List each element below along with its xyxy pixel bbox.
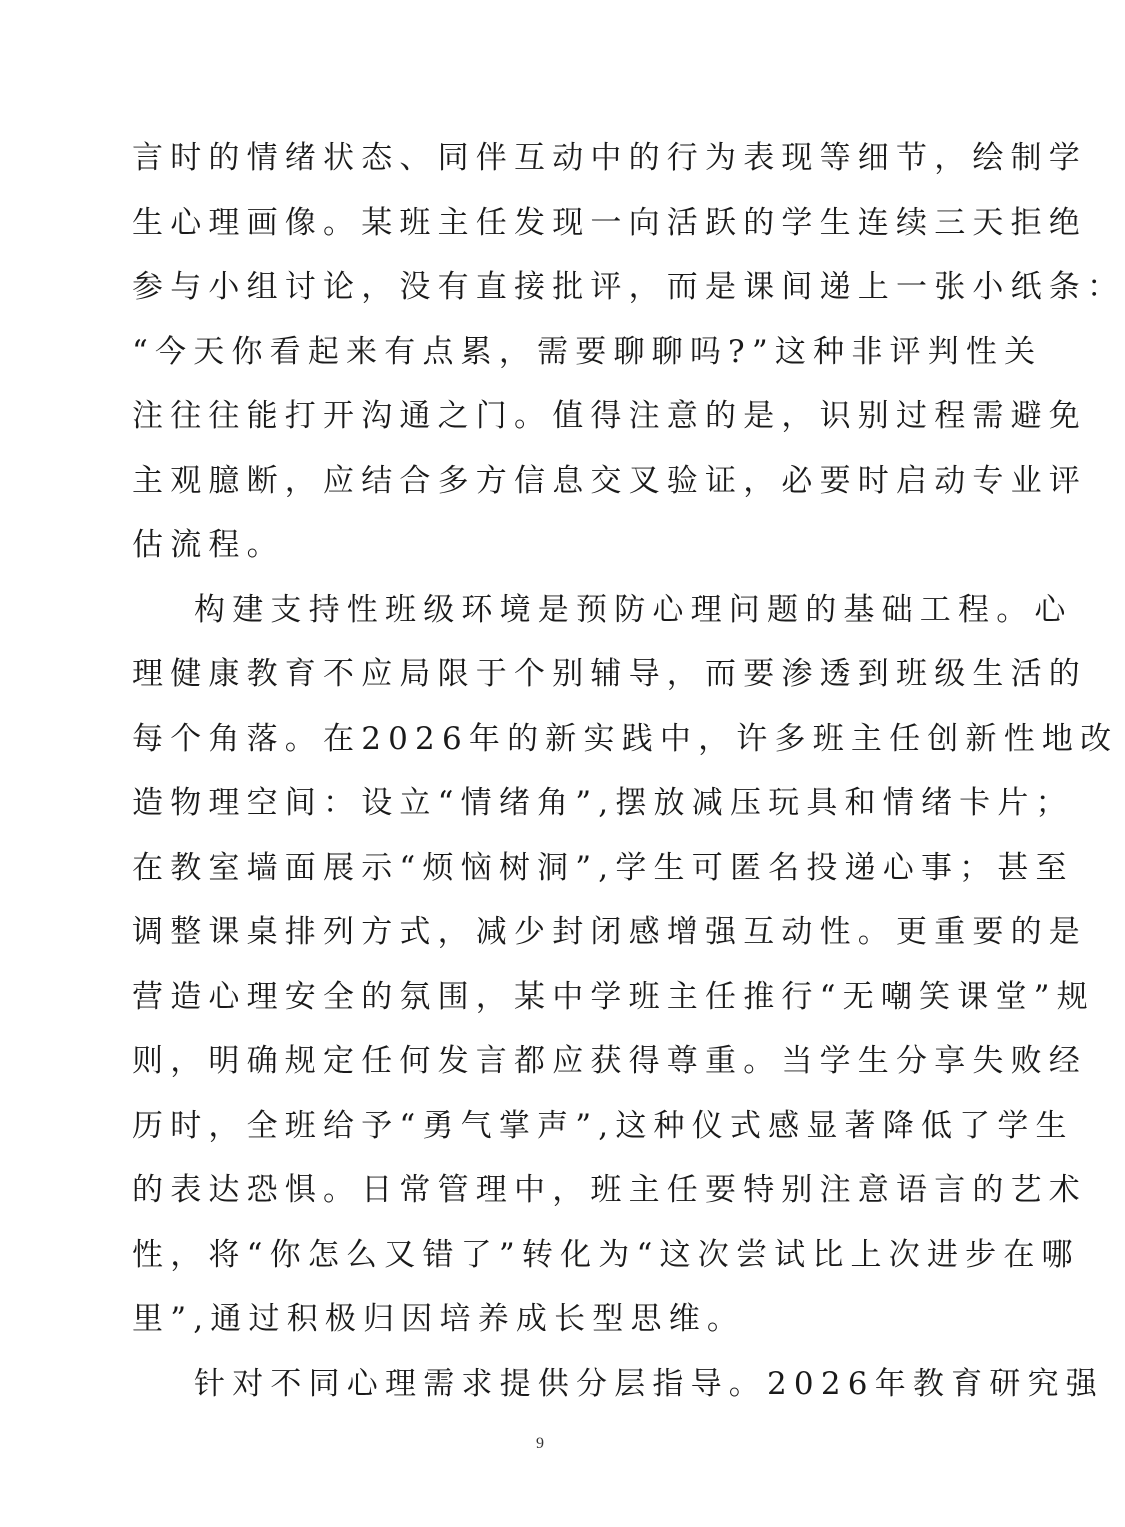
text-line: 生心理画像。某班主任发现一向活跃的学生连续三天拒绝 <box>132 204 1087 241</box>
text-line: 调整课桌排列方式，减少封闭感增强互动性。更重要的是 <box>132 914 1087 950</box>
text-line: 针对不同心理需求提供分层指导。2026年教育研究强 <box>194 1365 1104 1402</box>
paragraph <box>132 578 1119 1352</box>
text-line: 理健康教育不应局限于个别辅导，而要渗透到班级生活的 <box>132 656 1087 692</box>
text-line: 估流程。 <box>132 527 285 563</box>
text-line: 里”,通过积极归因培养成长型思维。 <box>132 1301 746 1337</box>
text-line: 在教室墙面展示“烦恼树洞”,学生可匿名投递心事；甚至 <box>132 849 1074 886</box>
text-line: 历时，全班给予“勇气掌声”,这种仪式感显著降低了学生 <box>132 1107 1074 1144</box>
text-line: 性，将“你怎么又错了”转化为“这次尝试比上次进步在哪 <box>132 1236 1080 1273</box>
paragraph <box>132 126 1125 578</box>
text-line: “今天你看起来有点累，需要聊聊吗?”这种非评判性关 <box>132 333 1043 370</box>
text-line: 言时的情绪状态、同伴互动中的行为表现等细节，绘制学 <box>132 140 1087 176</box>
text-line: 构建支持性班级环境是预防心理问题的基础工程。心 <box>194 591 1073 628</box>
text-line: 注往往能打开沟通之门。值得注意的是，识别过程需避免 <box>132 398 1087 434</box>
paragraph <box>132 1352 1104 1417</box>
body-text <box>132 126 1125 1416</box>
text-line: 造物理空间：设立“情绪角”,摆放减压玩具和情绪卡片； <box>132 785 1074 821</box>
text-line: 营造心理安全的氛围，某中学班主任推行“无嘲笑课堂”规 <box>132 978 1095 1015</box>
page-number: 9 <box>536 1435 544 1452</box>
text-line: 的表达恐惧。日常管理中，班主任要特别注意语言的艺术 <box>132 1172 1087 1208</box>
text-line: 每个角落。在2026年的新实践中，许多班主任创新性地改 <box>132 720 1119 757</box>
text-line: 参与小组讨论，没有直接批评，而是课间递上一张小纸条： <box>132 269 1125 305</box>
text-line: 则，明确规定任何发言都应获得尊重。当学生分享失败经 <box>132 1043 1087 1079</box>
text-line: 主观臆断，应结合多方信息交叉验证，必要时启动专业评 <box>132 462 1087 499</box>
